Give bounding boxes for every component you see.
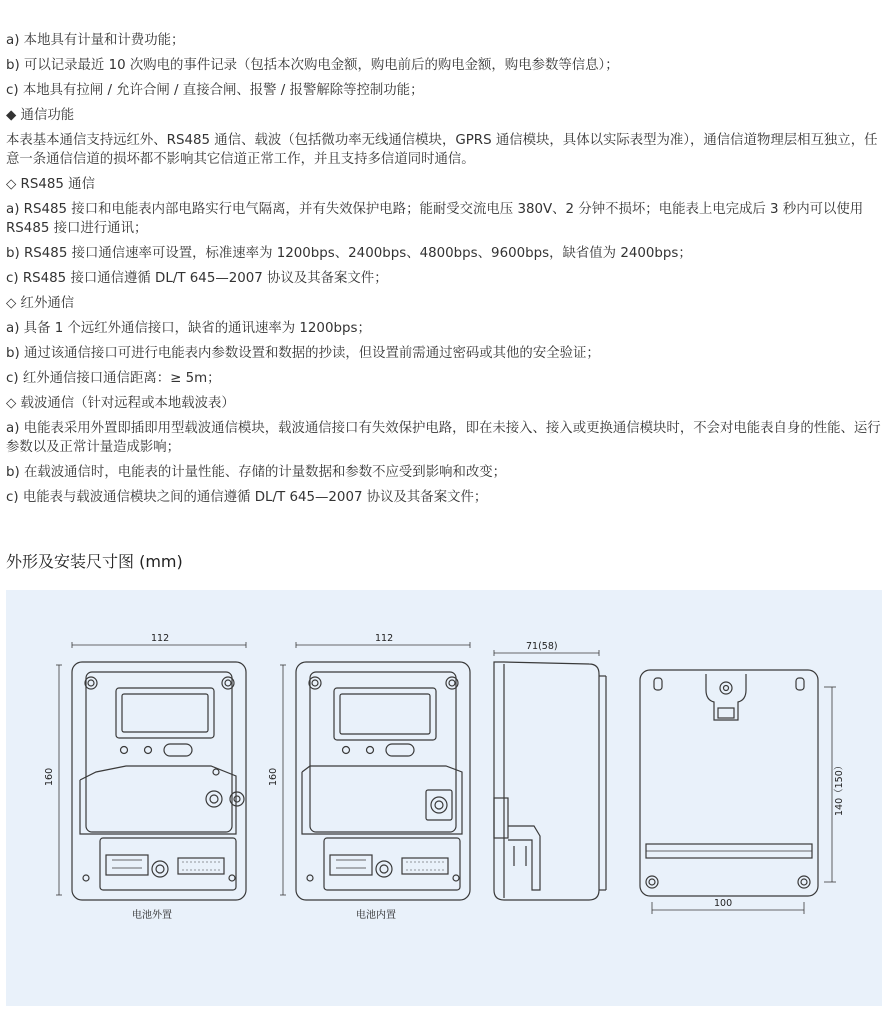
mount-width-label: 100: [714, 898, 733, 909]
rs485-heading: ◇ RS485 通信: [6, 177, 95, 192]
meter2-height-label: 160: [268, 767, 279, 786]
meter2-width-label: 112: [375, 633, 394, 644]
meter1-height-label: 160: [44, 767, 55, 786]
plc-heading: ◇ 载波通信（针对远程或本地载波表）: [6, 396, 235, 411]
rs485-item-a: a) RS485 接口和电能表内部电路实行电气隔离，并有失效保护电路；能耐受交流电压 380V、2 分钟不损坏；电能表上电完成后 3 秒内可以使用 RS485 接口进行通讯；: [6, 202, 864, 236]
meter1-width-label: 112: [151, 633, 170, 644]
plc-item-b: b) 在载波通信时，电能表的计量性能、存储的计量数据和参数不应受到影响和改变；: [6, 465, 507, 480]
comm-intro: 本表基本通信支持远红外、RS485 通信、载波（包括微功率无线通信模块，GPRS 通信模块，具体以实际表型为准），通信信道物理层相互独立，任意一条通信信道的损坏都不影响其它信道正常工作，并且支持多信道同时通信。: [6, 133, 878, 167]
figure-title: 外形及安装尺寸图 (mm): [6, 552, 183, 571]
rs485-item-b: b) RS485 接口通信速率可设置，标准速率为 1200bps、2400bps、4800bps、9600bps，缺省值为 2400bps；: [6, 246, 692, 261]
dimension-drawing: [6, 590, 882, 1006]
plc-item-a: a) 电能表采用外置即插即用型载波通信模块，载波通信接口有失效保护电路，即在未接入、接入或更换通信模块时，不会对电能表自身的性能、运行参数以及正常计量造成影响；: [6, 421, 881, 455]
rs485-item-c: c) RS485 接口通信遵循 DL/T 645—2007 协议及其备案文件；: [6, 271, 388, 286]
control-item-a: a) 本地具有计量和计费功能；: [6, 33, 185, 48]
control-item-b: b) 可以记录最近 10 次购电的事件记录（包括本次购电金额，购电前后的购电金额，购电参数等信息）；: [6, 58, 619, 73]
meter-external-battery-drawing: [56, 642, 246, 900]
meter-side-view-drawing: [494, 650, 606, 900]
meter-back-view-drawing: [640, 670, 836, 914]
ir-item-b: b) 通过该通信接口可进行电能表内参数设置和数据的抄读，但设置前需通过密码或其他的安全验证；: [6, 346, 600, 361]
spec-text: [6, 28, 884, 510]
mount-height-label: 140（150）: [834, 760, 845, 816]
ir-heading: ◇ 红外通信: [6, 296, 75, 311]
comm-heading: ◆ 通信功能: [6, 108, 75, 123]
meter2-caption: 电池内置: [356, 910, 396, 921]
ir-item-a: a) 具备 1 个远红外通信接口，缺省的通讯速率为 1200bps；: [6, 321, 371, 336]
ir-item-c: c) 红外通信接口通信距离：≥ 5m；: [6, 371, 221, 386]
control-item-c: c) 本地具有拉闸 / 允许合闸 / 直接合闸、报警 / 报警解除等控制功能；: [6, 83, 424, 98]
meter-internal-battery-drawing: [280, 642, 470, 900]
depth-label: 71(58): [526, 641, 558, 652]
plc-item-c: c) 电能表与载波通信模块之间的通信遵循 DL/T 645—2007 协议及其备案文件；: [6, 490, 488, 505]
meter1-caption: 电池外置: [132, 910, 172, 921]
dimension-figure: [6, 590, 882, 1006]
